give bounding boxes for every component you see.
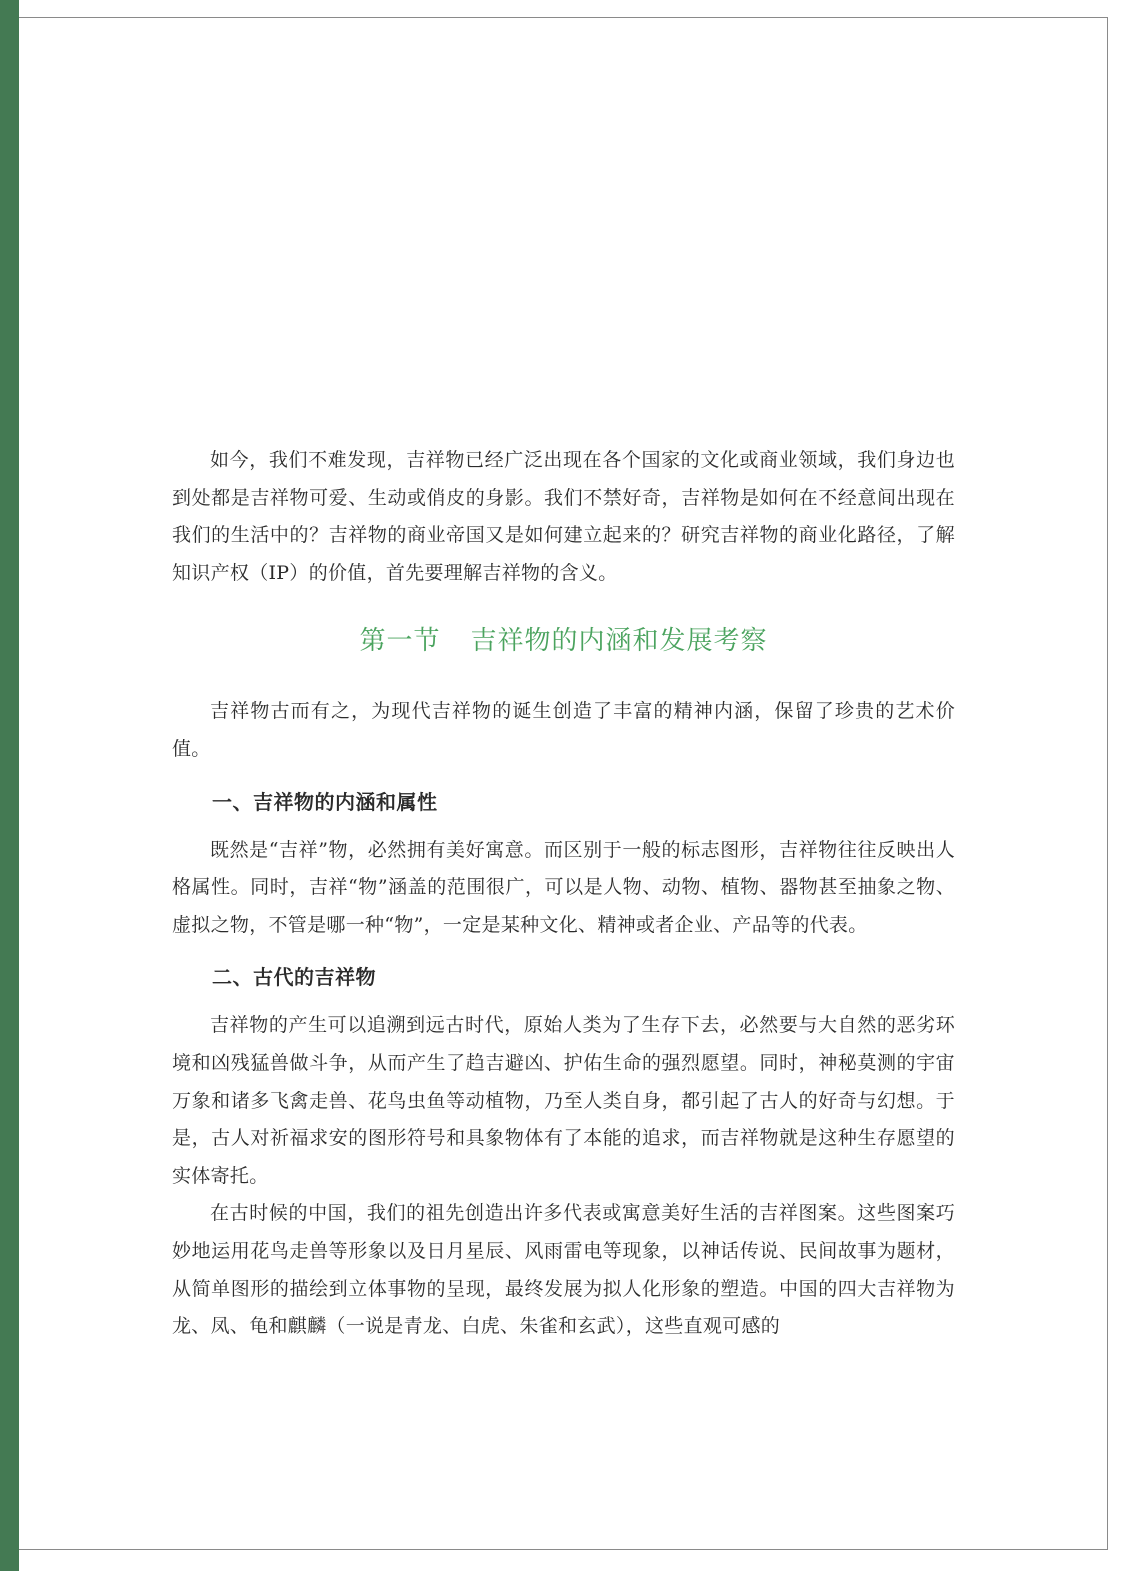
section-title-text: 吉祥物的内涵和发展考察: [470, 626, 768, 657]
section-title: [172, 621, 955, 661]
section-lead-paragraph: 吉祥物古而有之，为现代吉祥物的诞生创造了丰富的精神内涵，保留了珍贵的艺术价值。: [172, 700, 955, 760]
section-number: 第一节: [359, 626, 441, 657]
ancient-paragraph-1: 吉祥物的产生可以追溯到远古时代，原始人类为了生存下去，必然要与大自然的恶劣环境和凶残猛兽做斗争，从而产生了趋吉避凶、护佑生命的强烈愿望。同时，神秘莫测的宇宙万象和诸多飞禽走兽、花鸟虫鱼等动植物，乃至人类自身，都引起了古人的好奇与幻想。于是，古人对祈福求安的图形符号和具象物体有了本能的追求，而吉祥物就是这种生存愿望的实体寄托。: [172, 1014, 955, 1187]
page-content: [172, 442, 955, 1346]
subsection-heading-meaning: 一、吉祥物的内涵和属性: [212, 789, 438, 814]
subsection-heading-ancient: 二、古代的吉祥物: [212, 965, 376, 990]
intro-paragraph: 如今，我们不难发现，吉祥物已经广泛出现在各个国家的文化或商业领域，我们身边也到处都是吉祥物可爱、生动或俏皮的身影。我们不禁好奇，吉祥物是如何在不经意间出现在我们的生活中的？吉祥物的商业帝国又是如何建立起来的？研究吉祥物的商业化路径，了解知识产权（IP）的价值，首先要理解吉祥物的含义。: [172, 449, 955, 584]
book-spine-band: [0, 0, 19, 1571]
meaning-paragraph: 既然是“吉祥”物，必然拥有美好寓意。而区别于一般的标志图形，吉祥物往往反映出人格属性。同时，吉祥“物”涵盖的范围很广，可以是人物、动物、植物、器物甚至抽象之物、虚拟之物，不管是哪一种“物”，一定是某种文化、精神或者企业、产品等的代表。: [172, 838, 955, 936]
ancient-paragraph-2: 在古时候的中国，我们的祖先创造出许多代表或寓意美好生活的吉祥图案。这些图案巧妙地运用花鸟走兽等形象以及日月星辰、风雨雷电等现象，以神话传说、民间故事为题材，从简单图形的描绘到立体事物的呈现，最终发展为拟人化形象的塑造。中国的四大吉祥物为龙、凤、龟和麒麟（一说是青龙、白虎、朱雀和玄武），这些直观可感的: [172, 1202, 955, 1338]
